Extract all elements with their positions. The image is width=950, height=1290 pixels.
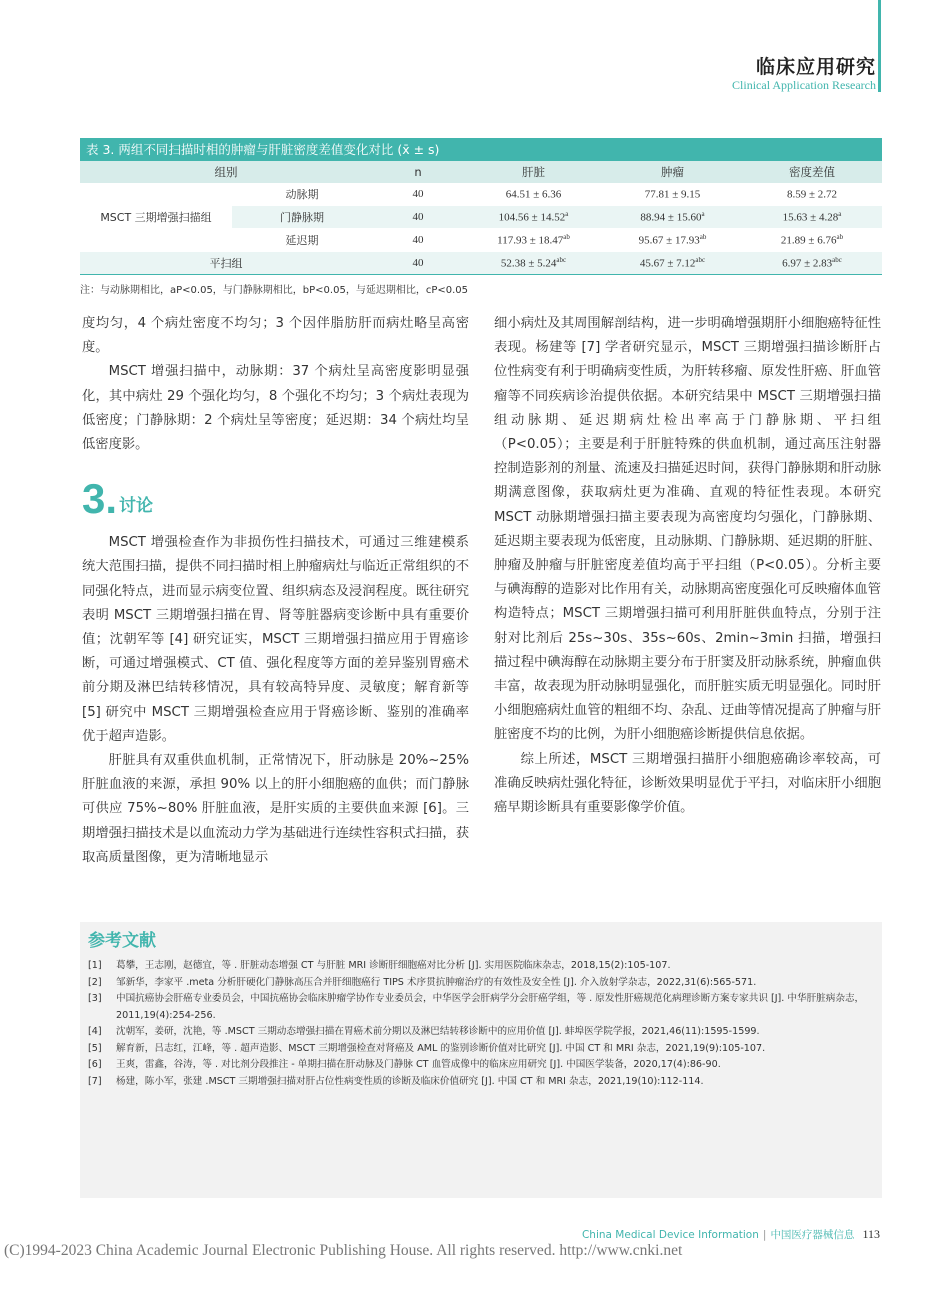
page-footer bbox=[582, 1227, 880, 1242]
reference-number: [3] bbox=[88, 993, 102, 1004]
paragraph: 细小病灶及其周围解剖结构，进一步明确增强期肝小细胞癌特征性表现。杨建等 [7] 学者研究显示，MSCT 三期增强扫描诊断肝占位性病变有利于明确病变性质，为肝转移瘤、原发性肝癌、肝血管瘤等不同疾病诊治提供依据。本研究结果中 MSCT 三期增强扫描组动脉期、延迟期病灶检出率高于门静脉期、平扫组（P<0.05）；主要是利于肝脏特殊的供血机制，通过高压注射器控制造影剂的剂量、流速及扫描延迟时间，获得门静脉期和肝动脉期满意图像，获取病灶更为准确、直观的特征性表现。本研究 MSCT 动脉期增强扫描主要表现为高密度均匀强化，门静脉期、延迟期主要表现为低密度，且动脉期、门静脉期、延迟期的肝脏、肿瘤及肿瘤与肝脏密度差值均高于平扫组（P<0.05）。分析主要与碘海醇的造影对比作用有关，动脉期高密度强化可反映瘤体血管构造特点；MSCT 三期增强扫描可利用肝脏供血特点，分别于注射对比剂后 25s~30s、35s~60s、2min~3min 扫描，增强扫描过程中碘海醇在动脉期主要分布于肝窦及肝动脉系统，肿瘤血供丰富，故表现为肝动脉明显强化，而肝脏实质无明显强化。同时肝小细胞癌病灶血管的粗细不均、杂乱、迂曲等情况提高了肿瘤与肝脏密度不均的比例，为肝小细胞癌诊断提供信息依据。 bbox=[494, 316, 881, 743]
table-caption: 表 3. 两组不同扫描时相的肿瘤与肝脏密度差值变化对比 (x̄ ± s) bbox=[80, 138, 882, 161]
section-heading bbox=[82, 477, 469, 521]
section-number: 3. bbox=[82, 475, 118, 523]
reference-item bbox=[88, 975, 874, 992]
tumor-value: 88.94 ± 15.60 bbox=[640, 211, 702, 224]
diff-value: 6.97 ± 2.83 bbox=[782, 257, 833, 270]
reference-text: 中国抗癌协会肝癌专业委员会，中国抗癌协会临床肿瘤学协作专业委员会，中华医学会肝病学分会肝癌学组，等 . 原发性肝癌规范化病理诊断方案专家共识 [J]. 中华肝脏病杂志，2011,19(4):254-256. bbox=[116, 993, 865, 1021]
liver-cell bbox=[464, 252, 603, 275]
reference-item bbox=[88, 1024, 874, 1041]
reference-text: 葛攀，王志刚，赵德宜，等 . 肝脏动态增强 CT 与肝脏 MRI 诊断肝细胞癌对比分析 [J]. 实用医院临床杂志，2018,15(2):105-107. bbox=[116, 960, 671, 971]
header-accent-line bbox=[878, 0, 881, 92]
reference-text: 解育新，吕志红，江峰，等 . 超声造影、MSCT 三期增强检查对肾癌及 AML 的鉴别诊断价值对比研究 [J]. 中国 CT 和 MRI 杂志，2021,19(9):105-107. bbox=[116, 1042, 766, 1054]
reference-item bbox=[88, 1074, 874, 1091]
page-number: 113 bbox=[862, 1227, 880, 1241]
sig-mark: ab bbox=[699, 233, 707, 242]
reference-item bbox=[88, 1041, 874, 1058]
reference-number: [6] bbox=[88, 1059, 102, 1070]
references-list bbox=[88, 958, 874, 1090]
liver-value: 104.56 ± 14.52 bbox=[498, 211, 566, 224]
sig-mark: a bbox=[838, 210, 842, 219]
sig-mark: abc bbox=[556, 256, 567, 265]
table-row bbox=[80, 252, 882, 275]
n-cell: 40 bbox=[372, 229, 464, 252]
diff-cell bbox=[742, 206, 882, 229]
tumor-value: 77.81 ± 9.15 bbox=[644, 188, 701, 201]
group-label: MSCT 三期增强扫描组 bbox=[80, 183, 232, 252]
reference-text: 邹新华，李家平 .meta 分析肝硬化门静脉高压合并肝细胞癌行 TIPS 术序贯抗肿瘤治疗的有效性及安全性 [J]. 介入放射学杂志，2022,31(6):565-571. bbox=[116, 976, 757, 988]
paragraph: MSCT 增强扫描中，动脉期：37 个病灶呈高密度影明显强化，其中病灶 29 个强化均匀，8 个强化不均匀；3 个病灶表现为低密度；门静脉期：2 个病灶呈等密度；延迟期：34 个病灶均呈低密度影。 bbox=[82, 364, 469, 453]
col-header-n: n bbox=[372, 161, 464, 183]
tumor-value: 45.67 ± 7.12 bbox=[639, 257, 696, 270]
tumor-cell bbox=[603, 252, 742, 275]
table-note: 注：与动脉期相比，aP<0.05，与门静脉期相比，bP<0.05，与延迟期相比，cP<0.05 bbox=[80, 285, 468, 296]
diff-cell bbox=[742, 229, 882, 252]
footer-separator: | bbox=[762, 1229, 767, 1241]
section-subtitle: Clinical Application Research bbox=[732, 78, 876, 92]
reference-item bbox=[88, 958, 874, 975]
data-table bbox=[80, 161, 882, 275]
sig-mark: ab bbox=[836, 233, 844, 242]
right-column bbox=[494, 312, 881, 820]
liver-cell bbox=[464, 229, 603, 252]
tumor-cell bbox=[603, 206, 742, 229]
reference-item bbox=[88, 991, 874, 1024]
phase-cell: 平扫组 bbox=[80, 252, 372, 275]
journal-name-cn: 中国医疗器械信息 bbox=[770, 1229, 855, 1241]
sig-mark: abc bbox=[695, 256, 706, 265]
diff-value: 8.59 ± 2.72 bbox=[786, 188, 838, 201]
reference-number: [7] bbox=[88, 1075, 102, 1087]
sig-mark: ab bbox=[563, 233, 570, 242]
tumor-cell bbox=[603, 183, 742, 206]
reference-number: [1] bbox=[88, 960, 102, 971]
col-header-tumor: 肿瘤 bbox=[603, 161, 742, 183]
diff-value: 15.63 ± 4.28 bbox=[782, 211, 839, 224]
liver-cell bbox=[464, 183, 603, 206]
sig-mark: a bbox=[565, 210, 569, 219]
reference-item bbox=[88, 1057, 874, 1074]
paragraph: MSCT 增强检查作为非损伤性扫描技术，可通过三维建模系统大范围扫描，提供不同扫描时相上肿瘤病灶与临近正常组织的不同强化特点，进而显示病变位置、组织病态及浸润程度。既往研究表明 MSCT 三期增强扫描在胃、肾等脏器病变诊断中具有重要价值；沈朝军等 [4] 研究证实，MSCT 三期增强扫描应用于胃癌诊断，可通过增强模式、CT 值、强化程度等方面的差异鉴别胃癌术前分期及淋巴结转移情况，具有较高特异度、灵敏度；解育新等 [5] 研究中 MSCT 三期增强检查应用于肾癌诊断、鉴别的准确率优于超声造影。 bbox=[82, 535, 469, 744]
n-cell: 40 bbox=[372, 206, 464, 229]
references-title: 参考文献 bbox=[88, 931, 156, 951]
reference-text: 杨建，陈小军，张建 .MSCT 三期增强扫描对肝占位性病变性质的诊断及临床价值研究 [J]. 中国 CT 和 MRI 杂志，2021,19(10):112-114. bbox=[116, 1075, 704, 1087]
phase-cell: 门静脉期 bbox=[232, 206, 372, 229]
references-box bbox=[80, 922, 882, 1198]
reference-number: [2] bbox=[88, 976, 102, 988]
phase-cell: 动脉期 bbox=[232, 183, 372, 206]
col-header-group: 组别 bbox=[80, 161, 372, 183]
paragraph: 肝脏具有双重供血机制，正常情况下，肝动脉是 20%~25% 肝脏血液的来源，承担 90% 以上的肝小细胞癌的血供；而门静脉可供应 75%~80% 肝脏血液，是肝实质的主要供血来源 [6]。三期增强扫描技术是以血流动力学为基础进行连续性容积式扫描，获取高质量图像，更为清晰地显示 bbox=[82, 753, 469, 865]
diff-value: 21.89 ± 6.76 bbox=[780, 234, 837, 247]
n-cell: 40 bbox=[372, 252, 464, 275]
sig-mark: a bbox=[701, 210, 705, 219]
phase-cell: 延迟期 bbox=[232, 229, 372, 252]
tumor-value: 95.67 ± 17.93 bbox=[638, 234, 700, 247]
copyright-notice: (C)1994-2023 China Academic Journal Electronic Publishing House. All rights reserved. http://www.cnki.net bbox=[4, 1242, 683, 1259]
table-3 bbox=[80, 138, 882, 296]
liver-cell bbox=[464, 206, 603, 229]
reference-text: 王爽，雷鑫，谷涛，等 . 对比剂分段推注 - 单期扫描在肝动脉及门静脉 CT 血管成像中的临床应用研究 [J]. 中国医学装备，2020,17(4):86-90. bbox=[116, 1059, 721, 1070]
reference-text: 沈朝军，姜研，沈艳，等 .MSCT 三期动态增强扫描在胃癌术前分期以及淋巴结转移诊断中的应用价值 [J]. 蚌埠医学院学报，2021,46(11):1595-1599. bbox=[116, 1026, 760, 1037]
diff-cell bbox=[742, 183, 882, 206]
reference-number: [4] bbox=[88, 1026, 102, 1037]
liver-value: 117.93 ± 18.47 bbox=[497, 234, 564, 247]
n-cell: 40 bbox=[372, 183, 464, 206]
table-row bbox=[80, 183, 882, 206]
section-heading-text: 讨论 bbox=[119, 496, 154, 517]
liver-value: 52.38 ± 5.24 bbox=[500, 257, 557, 270]
paragraph: 综上所述，MSCT 三期增强扫描肝小细胞癌确诊率较高，可准确反映病灶强化特征，诊断效果明显优于平扫，对临床肝小细胞癌早期诊断具有重要影像学价值。 bbox=[494, 751, 881, 816]
tumor-cell bbox=[603, 229, 742, 252]
table-header-row bbox=[80, 161, 882, 183]
paragraph: 度均匀，4 个病灶密度不均匀；3 个因伴脂肪肝而病灶略呈高密度。 bbox=[82, 316, 469, 356]
left-column bbox=[82, 312, 469, 870]
reference-number: [5] bbox=[88, 1042, 102, 1054]
col-header-diff: 密度差值 bbox=[742, 161, 882, 183]
journal-name-en: China Medical Device Information bbox=[581, 1229, 759, 1241]
col-header-liver: 肝脏 bbox=[464, 161, 603, 183]
sig-mark: abc bbox=[832, 256, 842, 265]
liver-value: 64.51 ± 6.36 bbox=[505, 188, 562, 201]
section-title: 临床应用研究 bbox=[755, 56, 876, 78]
diff-cell bbox=[742, 252, 882, 275]
